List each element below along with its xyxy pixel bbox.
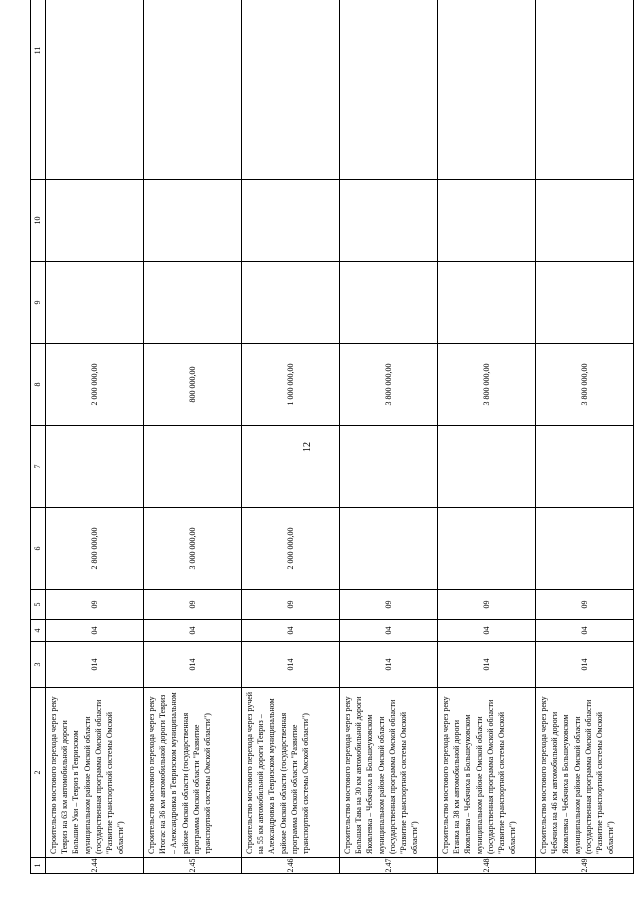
- code-cell: 09: [536, 590, 634, 620]
- header-cell: 2: [31, 688, 46, 858]
- code-cell: 04: [340, 620, 438, 642]
- amount-cell: [340, 508, 438, 590]
- amount-cell: 2 000 000,00: [46, 344, 144, 426]
- code-cell: 04: [46, 620, 144, 642]
- header-cell: 3: [31, 642, 46, 688]
- header-cell: 1: [31, 858, 46, 874]
- page-number: 12: [302, 442, 313, 452]
- table-row: [536, 0, 634, 874]
- table-row: [242, 0, 340, 874]
- header-cell: 9: [31, 262, 46, 344]
- amount-cell: [438, 180, 536, 262]
- header-cell: 4: [31, 620, 46, 642]
- amount-cell: [438, 262, 536, 344]
- amount-cell: [536, 508, 634, 590]
- header-cell: 6: [31, 508, 46, 590]
- row-number: 2.46: [242, 858, 340, 874]
- amount-cell: [438, 0, 536, 180]
- row-description: Строительство мостового перехода через реку Етанка на 38 км автомобильной дороги Яковлевка – Чебачиха в Большеуковском муниципальном районе Омской области (государственная программа Омской области "Развитие транспортной системы Омской области"): [438, 688, 536, 858]
- row-description: Строительство мостового перехода через реку Большая Тава на 30 км автомобильной дороги Яковлевка – Чебачиха в Большеуковском муниципальном районе Омской области (государственная программа Омской области "Развитие транспортной системы Омской области"): [340, 688, 438, 858]
- code-cell: 014: [242, 642, 340, 688]
- row-number: 2.48: [438, 858, 536, 874]
- header-cell: 10: [31, 180, 46, 262]
- table-row: [340, 0, 438, 874]
- amount-cell: [242, 426, 340, 508]
- row-number: 2.45: [144, 858, 242, 874]
- amount-cell: [536, 262, 634, 344]
- row-description: Строительство мостового перехода через реку Тевриз на 63 км автомобильной дороги Большие Уки – Тевриз в Тевризском муниципальном районе Омской области (государственная программа Омской области "Развитие транспортной системы Омской области"): [46, 688, 144, 858]
- amount-cell: 2 800 000,00: [46, 508, 144, 590]
- amount-cell: [242, 262, 340, 344]
- amount-cell: [536, 426, 634, 508]
- amount-cell: [46, 180, 144, 262]
- budget-table: [30, 0, 634, 874]
- amount-cell: [46, 0, 144, 180]
- header-cell: 5: [31, 590, 46, 620]
- amount-cell: [340, 426, 438, 508]
- amount-cell: 800 000,00: [144, 344, 242, 426]
- amount-cell: [340, 262, 438, 344]
- rotated-page: [30, 22, 616, 874]
- amount-cell: [46, 262, 144, 344]
- amount-cell: [144, 262, 242, 344]
- table-row: [438, 0, 536, 874]
- code-cell: 014: [46, 642, 144, 688]
- row-description: Строительство мостового перехода через ручей на 55 км автомобильной дороги Тевриз – Александровка в Тевризском муниципальном районе Омской области (государственная программа Омской области "Развитие транспортной системы Омской области"): [242, 688, 340, 858]
- code-cell: 04: [536, 620, 634, 642]
- header-cell: 7: [31, 426, 46, 508]
- row-number: 2.47: [340, 858, 438, 874]
- row-number: 2.44: [46, 858, 144, 874]
- amount-cell: [340, 180, 438, 262]
- code-cell: 014: [438, 642, 536, 688]
- amount-cell: [340, 0, 438, 180]
- amount-cell: [536, 0, 634, 180]
- row-description: Строительство мостового перехода через реку Чебачиха на 46 км автомобильной дороги Яковлевка – Чебачиха в Большеуковском муниципальном районе Омской области (государственная программа Омской области "Развитие транспортной системы Омской области"): [536, 688, 634, 858]
- amount-cell: [242, 180, 340, 262]
- code-cell: 04: [242, 620, 340, 642]
- amount-cell: 3 800 000,00: [438, 344, 536, 426]
- amount-cell: 2 000 000,00: [242, 508, 340, 590]
- code-cell: 09: [46, 590, 144, 620]
- amount-cell: [46, 426, 144, 508]
- code-cell: 014: [536, 642, 634, 688]
- amount-cell: [536, 180, 634, 262]
- amount-cell: [144, 0, 242, 180]
- table-row: [46, 0, 144, 874]
- amount-cell: 3 800 000,00: [536, 344, 634, 426]
- amount-cell: [438, 426, 536, 508]
- amount-cell: 3 000 000,00: [144, 508, 242, 590]
- code-cell: 04: [144, 620, 242, 642]
- amount-cell: [242, 0, 340, 180]
- code-cell: 014: [340, 642, 438, 688]
- code-cell: 014: [144, 642, 242, 688]
- header-cell: 8: [31, 344, 46, 426]
- table-row: [144, 0, 242, 874]
- amount-cell: 3 800 000,00: [340, 344, 438, 426]
- amount-cell: [144, 180, 242, 262]
- header-row: [31, 0, 46, 874]
- amount-cell: [144, 426, 242, 508]
- table-frame: [30, 22, 616, 874]
- code-cell: 09: [438, 590, 536, 620]
- row-number: 2.49: [536, 858, 634, 874]
- header-cell: 11: [31, 0, 46, 180]
- code-cell: 09: [340, 590, 438, 620]
- amount-cell: 1 000 000,00: [242, 344, 340, 426]
- row-description: Строительство мостового перехода через реку Итогас на 36 км автомобильной дороги Тевриз – Александровка в Тевризском муниципальном районе Омской области (государственная программа Омской области "Развитие транспортной системы Омской области"): [144, 688, 242, 858]
- amount-cell: [438, 508, 536, 590]
- code-cell: 09: [242, 590, 340, 620]
- code-cell: 09: [144, 590, 242, 620]
- code-cell: 04: [438, 620, 536, 642]
